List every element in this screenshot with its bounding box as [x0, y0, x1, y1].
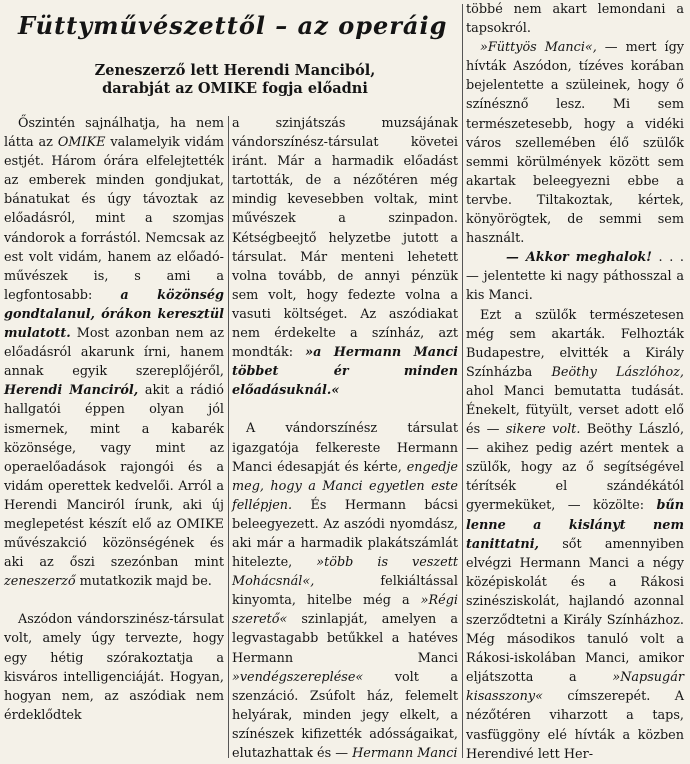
column-divider	[228, 116, 229, 758]
column-divider	[462, 4, 463, 758]
paragraph: Ezt a szülők természetesen még sem akarták. Felhozták Budapestre, elvitték a Király Színházba Beöthy Lászlóhoz, ahol Manci bemutatta tudását. Énekelt, fütyült, verset adott elő és — sikere volt. Beöthy László, — akihez pedig azért mentek a szülők, hogy az ő segítségével térítsék el szándékától gyermeküket, — közölte: bűn lenne a kislányt nem tanittatni, sőt amennyiben elvégzi Hermann Manci a négy középiskolát és a Rákosi szinésziskolát, hajlandó azonnal szerződtetni a Király Színházhoz. Még másodikos tanuló volt a Rákosi-iskolában Manci, amikor eljátszotta a »Napsugár kisasszony« címszerepét. A nézőtéren viharzott a taps, vasfüggöny elé hívták a közben Herendivé lett Her-	[466, 307, 685, 762]
column-1	[4, 114, 224, 725]
paragraph: »Füttyös Manci«, — mert így hívták Aszódon, tízéves korában bejelentette a szüleinek, hogy ő színésznő lesz. Mi sem természetesebb, hogy a vidéki város szellemében élő szülők semmi körülmények között sem akartak beleegyezni ebbe a tervbe. Tiltakoztak, kértek, könyörögtek, de semmi sem használt.	[466, 40, 685, 247]
paragraph: Őszintén sajnálhatja, ha nem látta az OMIKE valamelyik vidám estjét. Három órára elfelejtették az emberek minden gondjukat, bánatukat és úgy távoztak az előadásról, mint a szomjas vándorok a forrástól. Nemcsak az est volt vidám, hanem az előadó-művészek is, s ami a legfontosabb: a közönség gondtalanul, órákon keresztül mulatott. Most azonban nem az előadásról akarunk írni, hanem annak egyik szereplőjéről, Herendi Manciról, akit a rádió hallgatói éppen olyan jól ismernek, mint a kabarék közönsége, vagy mint az operaelőadások rajongói és a vidám operettek kedvelői. Arról a Herendi Manciról írunk, aki új meglepetést készít elő az OMIKE művészakció közönségének és aki az őszi szezónban mint zeneszerző mutatkozik majd be.	[4, 116, 225, 590]
article-title: Füttyművészettől – az operáig	[18, 11, 448, 40]
paragraph: a szinjátszás muzsájának vándorszínész-társulat követei iránt. Már a harmadik előadást tartották, de a nézőtéren még mindig kevesebben voltak, mint művészek a szinpadon. Kétségbeejtő helyzetbe jutott a társulat. Már menteni lehetett volna tovább, de annyi pénzük sem volt, hogy fedezte volna a vasuti költséget. Az aszódiakat nem érdekelte a színház, azt mondták: »a Hermann Manci többet ér minden előadásuknál.«	[232, 116, 458, 399]
subtitle-line-2: darabját az OMIKE fogja előadni	[102, 80, 368, 97]
article-subtitle	[20, 62, 450, 98]
paragraph: többé nem akart lemondani a tapsokról.	[466, 2, 684, 37]
paragraph: A vándorszínész társulat igazgatója felkereste Hermann Manci édesapját és kérte, engedje meg, hogy a Manci egyetlen este fellépjen. És Hermann bácsi beleegyezett. Az aszódi nyomdász, aki már a harmadik plakátszámlát hitelezte, »több is veszett Mohácsnál«, felkiáltással kinyomta, hitelbe még a »Régi szerető« szinlapját, amelyen a legvastagabb betűkkel a hatéves Hermann Manci »vendégszereplése« volt a szenzáció. Zsúfolt ház, felemelt helyárak, minden jegy elkelt, a színészek kifizették adósságaikat, elutazhattak és — Hermann Manci	[232, 421, 458, 761]
column-2	[232, 114, 458, 763]
column-3	[466, 0, 684, 764]
paragraph: — Akkor meghalok! . . . — jelentette ki nagy páthosszal a kis Manci.	[466, 250, 684, 304]
subtitle-line-1: Zeneszerző lett Herendi Manciból,	[94, 62, 376, 79]
paragraph: Aszódon vándorszinész-társulat volt, amely úgy tervezte, hogy egy hétig szórakoztatja a kisváros intelligenciáját. Hogyan, hogyan nem, az aszódiak nem érdeklődtek	[4, 612, 224, 723]
